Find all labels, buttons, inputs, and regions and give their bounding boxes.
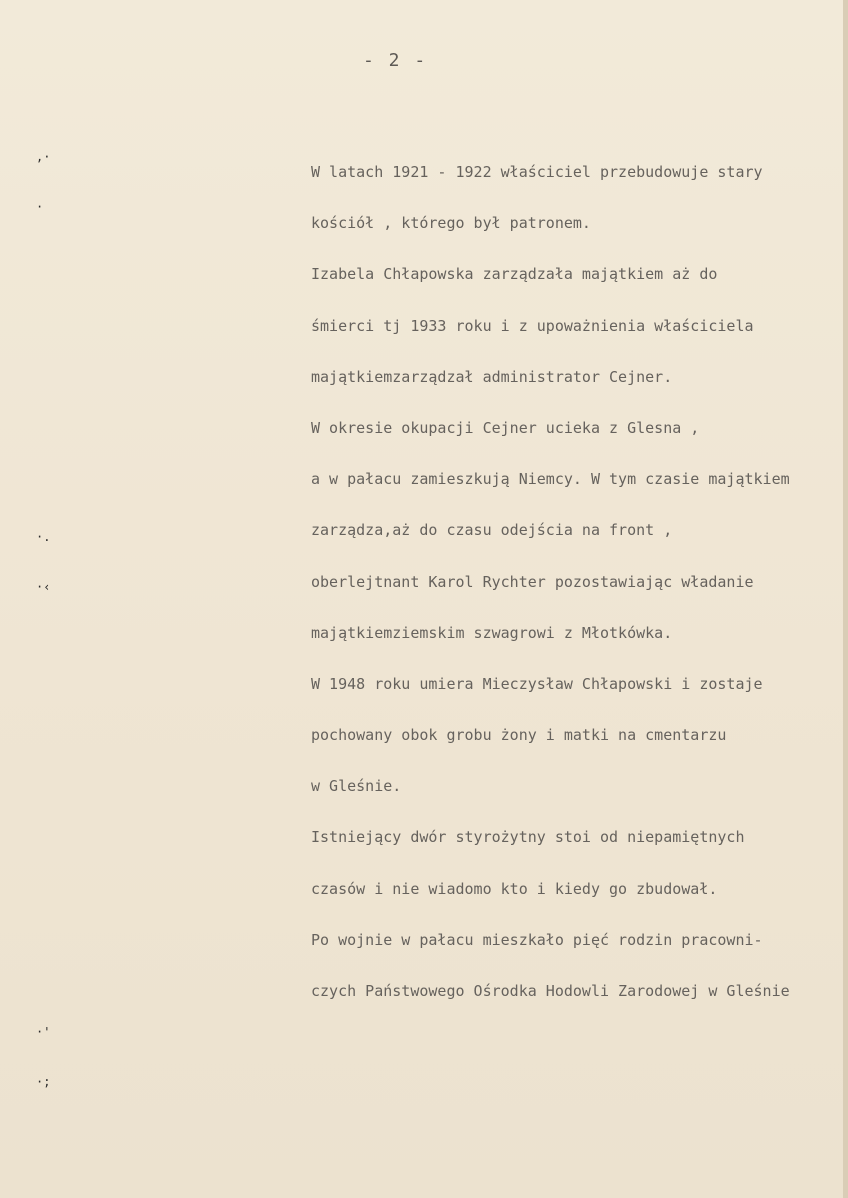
text-line: w Gleśnie. bbox=[311, 777, 402, 796]
page-number: - 2 - bbox=[363, 50, 428, 71]
text-line: czasów i nie wiadomo kto i kiedy go zbudował. bbox=[311, 879, 718, 898]
text-line: zarządza,aż do czasu odejścia na front , bbox=[311, 521, 673, 540]
text-line: majątkiemzarządzał administrator Cejner. bbox=[311, 367, 673, 386]
text-line: kościół , którego był patronem. bbox=[311, 214, 591, 233]
text-line: W 1948 roku umiera Mieczysław Chłapowski i zostaje bbox=[311, 674, 763, 693]
text-line: W okresie okupacji Cejner ucieka z Glesna , bbox=[311, 418, 700, 437]
margin-mark: ·' bbox=[36, 1025, 51, 1039]
margin-mark: ,· bbox=[36, 150, 51, 164]
margin-mark: ·‹ bbox=[36, 580, 51, 594]
typed-text-body bbox=[311, 160, 848, 1030]
text-line: śmierci tj 1933 roku i z upoważnienia właściciela bbox=[311, 316, 754, 335]
text-line: Izabela Chłapowska zarządzała majątkiem aż do bbox=[311, 265, 718, 284]
margin-mark: ·; bbox=[36, 1075, 51, 1089]
text-line: majątkiemziemskim szwagrowi z Młotkówka. bbox=[311, 623, 673, 642]
text-line: Istniejący dwór styrożytny stoi od niepamiętnych bbox=[311, 828, 745, 847]
text-line: Po wojnie w pałacu mieszkało pięć rodzin pracowni- bbox=[311, 930, 763, 949]
text-line: czych Państwowego Ośrodka Hodowli Zarodowej w Gleśnie bbox=[311, 982, 790, 1000]
text-line: oberlejtnant Karol Rychter pozostawiając władanie bbox=[311, 572, 754, 591]
margin-mark: · bbox=[36, 200, 44, 214]
text-line: a w pałacu zamieszkują Niemcy. W tym czasie majątkiem bbox=[311, 470, 790, 489]
margin-mark: ·. bbox=[36, 530, 51, 544]
text-line: W latach 1921 - 1922 właściciel przebudowuje stary bbox=[311, 163, 763, 181]
text-line: pochowany obok grobu żony i matki na cmentarzu bbox=[311, 726, 727, 745]
